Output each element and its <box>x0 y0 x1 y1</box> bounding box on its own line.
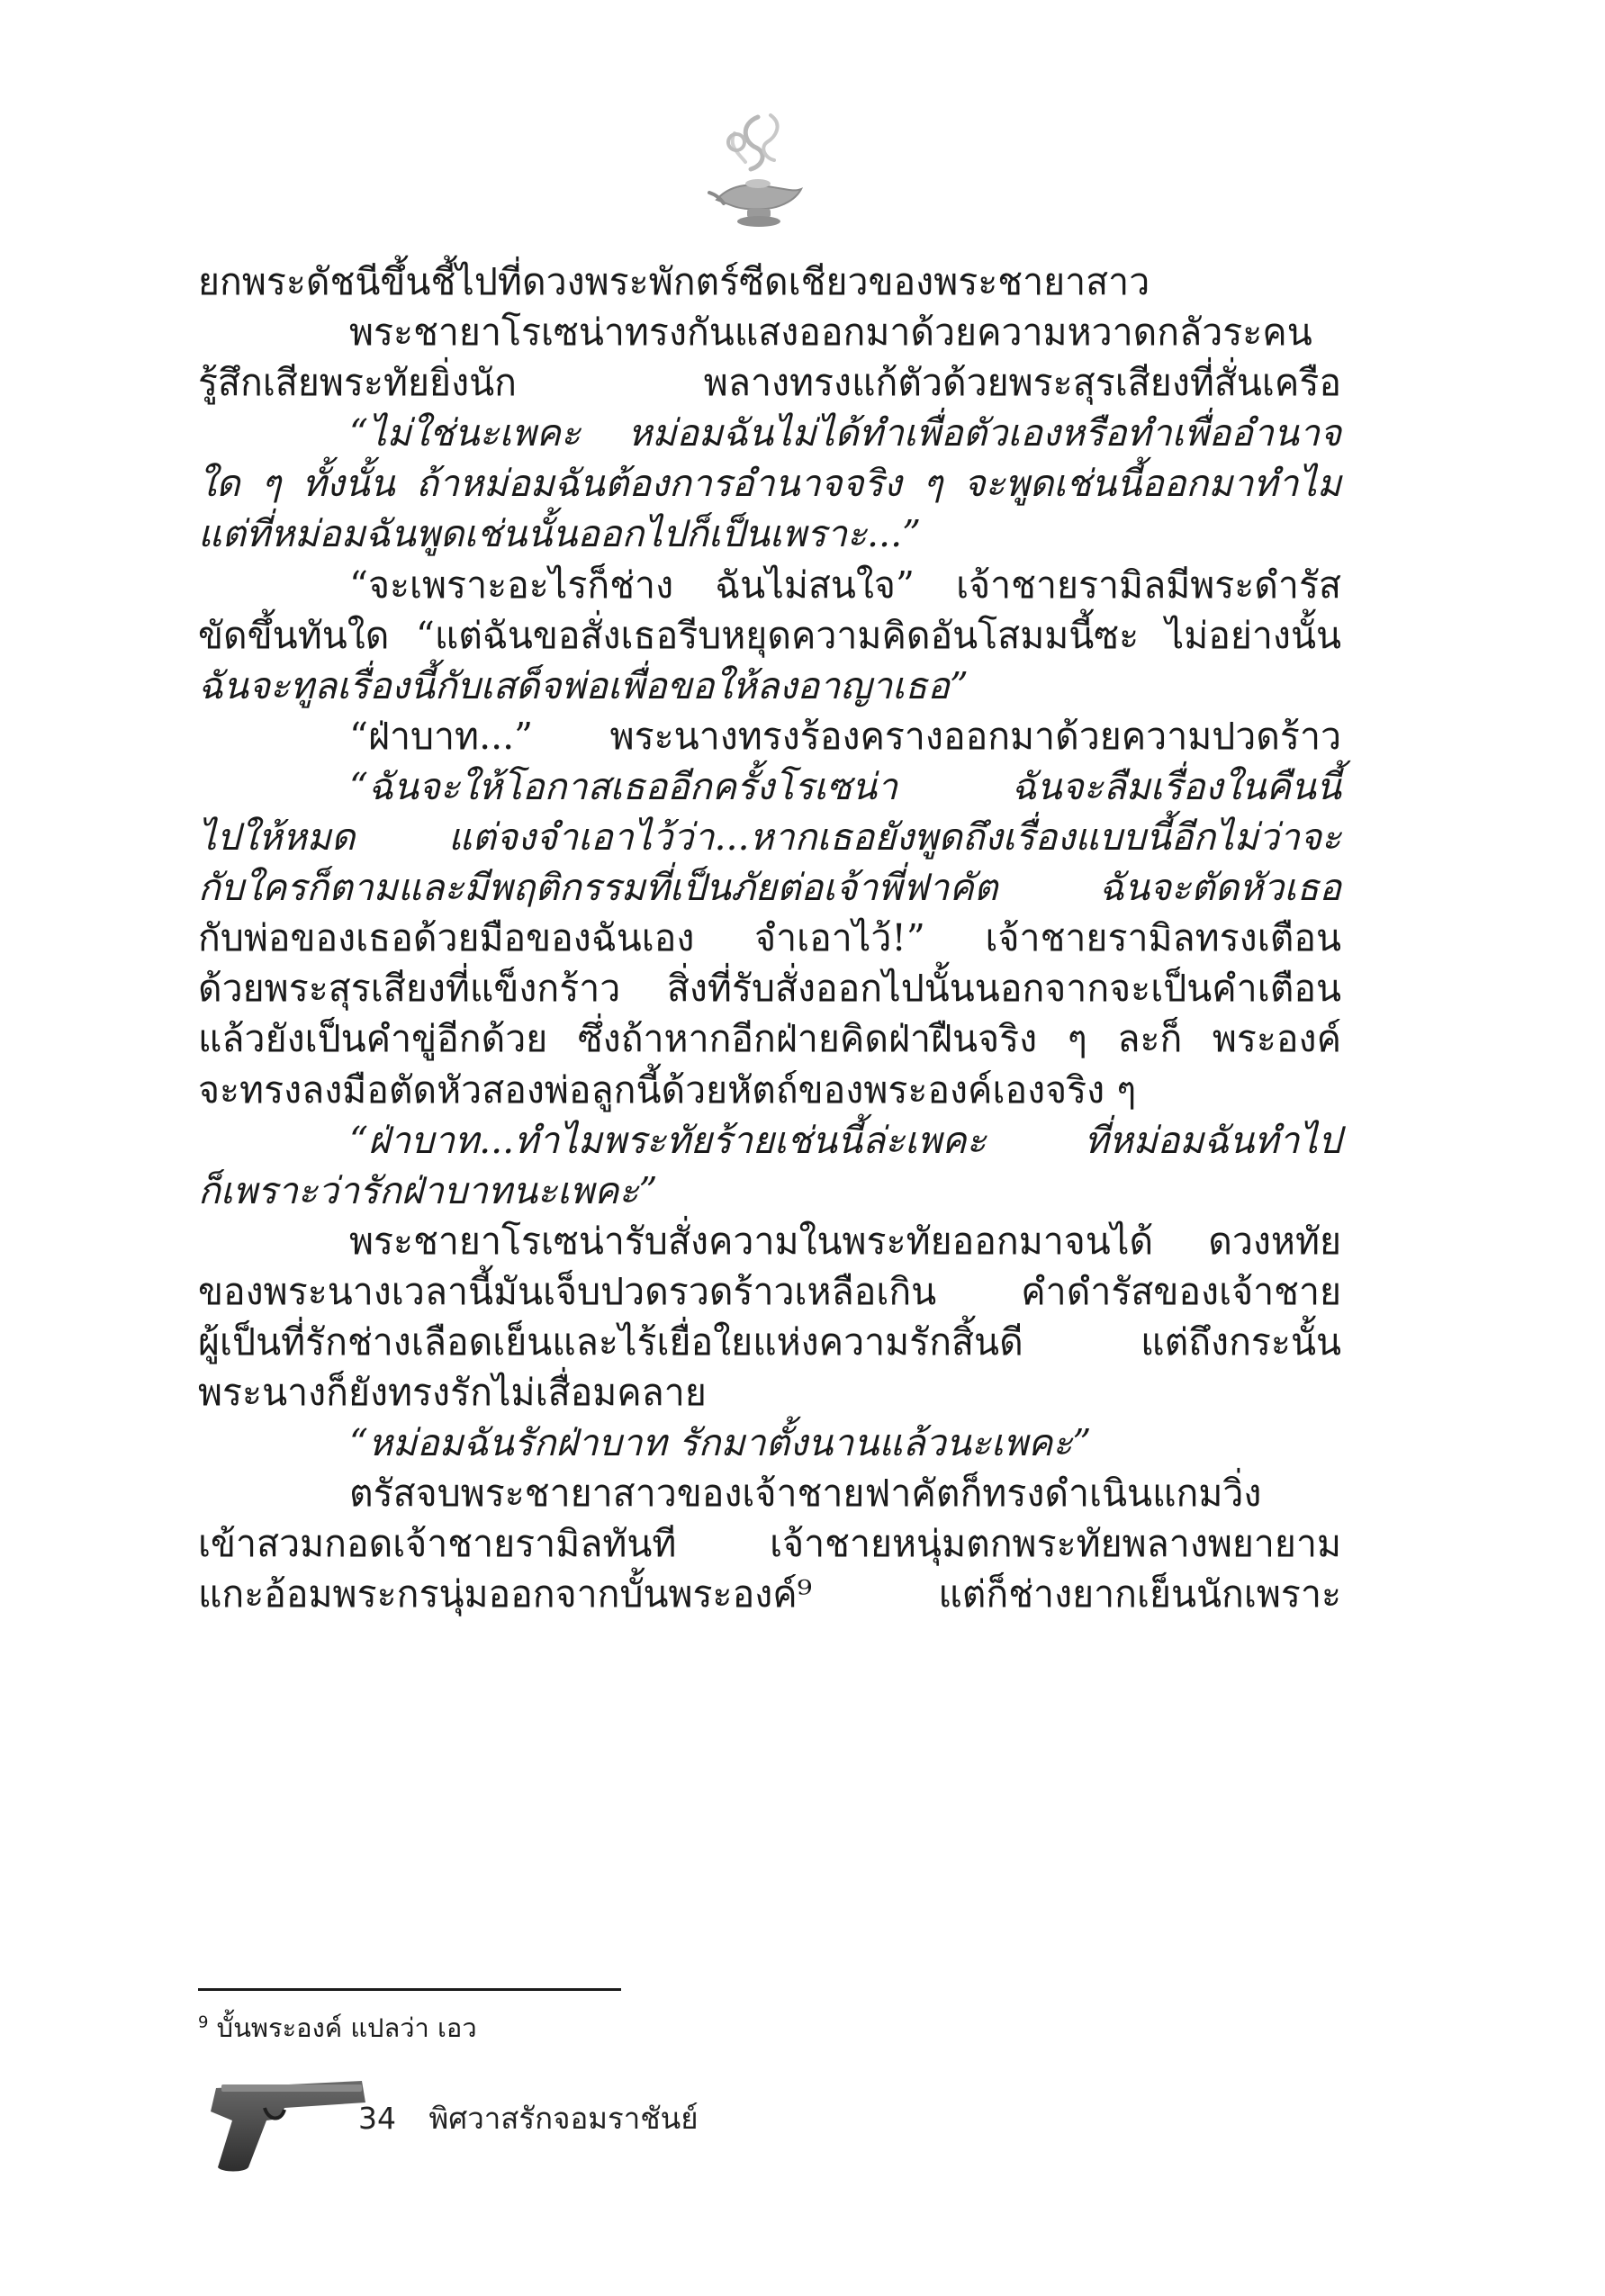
footnote-marker: 9 <box>198 2012 209 2032</box>
text-line: เข้าสวมกอดเจ้าชายรามิลทันที เจ้าชายหนุ่มตกพระทัยพลางพยายาม <box>198 1522 1341 1566</box>
footnote-rule <box>198 1988 621 1991</box>
text-line: ยกพระดัชนีขึ้นชี้ไปที่ดวงพระพักตร์ซีดเชียวของพระชายาสาว <box>198 260 1150 303</box>
text-line: ใด ๆ ทั้งนั้น ถ้าหม่อมฉันต้องการอำนาจจริง ๆ จะพูดเช่นนี้ออกมาทำไม <box>198 462 1341 506</box>
text-line: ไปให้หมด แต่จงจำเอาไว้ว่า...หากเธอยังพูดถึงเรื่องแบบนี้อีกไม่ว่าจะ <box>198 815 1341 860</box>
footnote <box>198 2010 477 2046</box>
text-line: ด้วยพระสุรเสียงที่แข็งกร้าว สิ่งที่รับสั่งออกไปนั้นนอกจากจะเป็นคำเตือน <box>198 967 1341 1011</box>
footnote-text: บั้นพระองค์ แปลว่า เอว <box>216 2012 477 2043</box>
text-line: ฉันจะทูลเรื่องนี้กับเสด็จพ่อเพื่อขอให้ลงอาญาเธอ” <box>198 663 969 707</box>
text-line: กับใครก็ตามและมีพฤติกรรมที่เป็นภัยต่อเจ้าพี่ฟาคัต ฉันจะตัดหัวเธอ <box>198 866 1341 910</box>
text-line: “ไม่ใช่นะเพคะ หม่อมฉันไม่ได้ทำเพื่อตัวเองหรือทำเพื่ออำนาจ <box>349 411 1341 455</box>
text-line: พระชายาโรเซน่ารับสั่งความในพระทัยออกมาจนได้ ดวงหทัย <box>349 1219 1341 1263</box>
text-line: รู้สึกเสียพระทัยยิ่งนัก พลางทรงแก้ตัวด้วยพระสุรเสียงที่สั่นเครือ <box>198 361 1341 405</box>
text-line: แล้วยังเป็นคำขู่อีกด้วย ซึ่งถ้าหากอีกฝ่ายคิดฝ่าฝืนจริง ๆ ละก็ พระองค์ <box>198 1017 1341 1061</box>
body-text <box>198 257 1341 1620</box>
text-line: จะทรงลงมือตัดหัวสองพ่อลูกนี้ด้วยหัตถ์ของพระองค์เองจริง ๆ <box>198 1067 1137 1112</box>
text-line: กับพ่อของเธอด้วยมือของฉันเอง จำเอาไว้!” เจ้าชายรามิลทรงเตือน <box>198 916 1341 960</box>
genie-lamp-icon <box>704 106 812 241</box>
text-line: ตรัสจบพระชายาสาวของเจ้าชายฟาคัตก็ทรงดำเนินแกมวิ่ง <box>349 1472 1262 1516</box>
text-line: พระนางก็ยังทรงรักไม่เสื่อมคลาย <box>198 1371 707 1415</box>
text-line: ก็เพราะว่ารักฝ่าบาทนะเพคะ” <box>198 1168 658 1212</box>
text-line: แต่ที่หม่อมฉันพูดเช่นนั้นออกไปก็เป็นเพราะ...” <box>198 512 922 556</box>
text-line: “ฝ่าบาท...ทำไมพระทัยร้ายเช่นนี้ล่ะเพคะ ที่หม่อมฉันทำไป <box>349 1118 1341 1162</box>
text-line: ขัดขึ้นทันใด “แต่ฉันขอสั่งเธอรีบหยุดความคิดอันโสมมนี้ซะ ไม่อย่างนั้น <box>198 613 1341 657</box>
text-line: “จะเพราะอะไรก็ช่าง ฉันไม่สนใจ” เจ้าชายรามิลมีพระดำรัส <box>349 563 1341 607</box>
text-line: แกะอ้อมพระกรนุ่มออกจากบั้นพระองค์⁹ แต่ก็ช่างยากเย็นนักเพราะ <box>198 1572 1341 1616</box>
text-line: พระชายาโรเซน่าทรงกันแสงออกมาด้วยความหวาดกลัวระคน <box>349 311 1312 355</box>
text-line: “ฉันจะให้โอกาสเธออีกครั้งโรเซน่า ฉันจะลืมเรื่องในคืนนี้ <box>349 764 1341 808</box>
text-line: “หม่อมฉันรักฝ่าบาท รักมาตั้งนานแล้วนะเพคะ” <box>349 1421 1092 1465</box>
book-title: พิศวาสรักจอมราชันย์ <box>428 2101 699 2136</box>
pistol-icon <box>194 2070 373 2178</box>
page-number: 34 <box>358 2101 396 2136</box>
page-footer <box>358 2099 699 2138</box>
text-line: “ฝ่าบาท...” พระนางทรงร้องครางออกมาด้วยความปวดร้าว <box>349 714 1341 758</box>
text-line: ผู้เป็นที่รักช่างเลือดเย็นและไร้เยื่อใยแห่งความรักสิ้นดี แต่ถึงกระนั้น <box>198 1319 1341 1364</box>
text-line: ของพระนางเวลานี้มันเจ็บปวดรวดร้าวเหลือเกิน คำดำรัสของเจ้าชาย <box>198 1269 1341 1313</box>
